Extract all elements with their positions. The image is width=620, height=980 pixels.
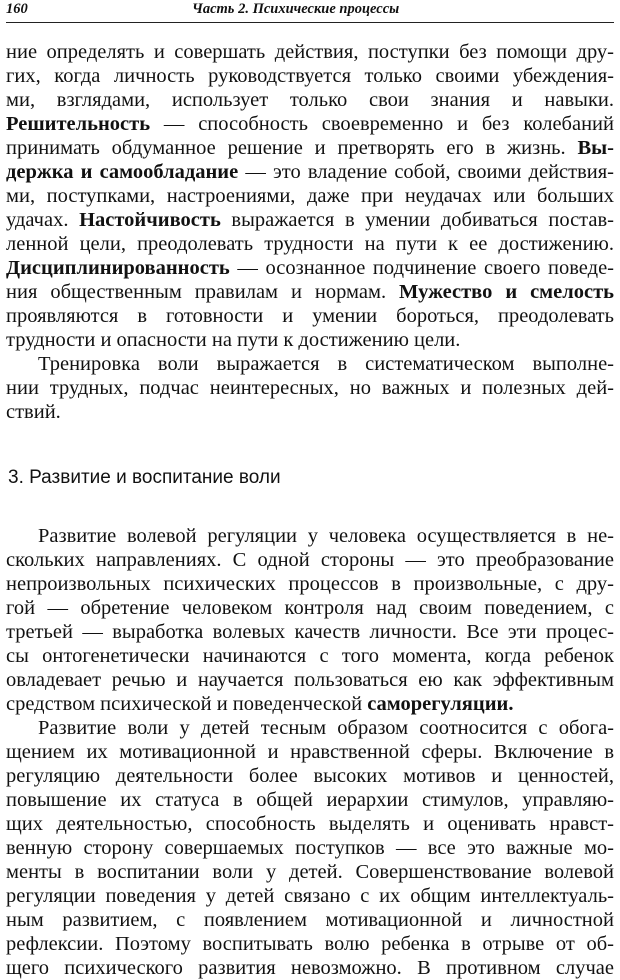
text-span: средством психической и поведенческой (6, 693, 368, 715)
text-line: овладевает речью и научается пользоваться ею как эффективным (6, 669, 614, 691)
text-line: рефлексии. Поэтому воспитывать волю ребенка в отрыве от об- (6, 933, 614, 955)
running-header (6, 0, 614, 23)
text-line: венную сторону совершаемых поступков — все это важные мо- (6, 837, 614, 859)
text-line (6, 208, 614, 232)
text-line: гих, когда личность руководствуется только своими убеждения- (6, 65, 614, 87)
text-span: выражается в умении добиваться постав- (220, 209, 614, 231)
term-bold: Настойчивость (79, 209, 221, 231)
text-line: щением их мотивационной и нравственной сферы. Включение в (6, 741, 614, 763)
text-line (6, 692, 614, 716)
text-line: проявляются в готовности и умении бороться, преодолевать (6, 305, 614, 327)
text-line: ние определять и совершать действия, поступки без помощи дру- (6, 41, 614, 63)
text-line: ми, взглядами, использует только свои знания и навыки. (6, 89, 614, 111)
text-line: Развитие воли у детей тесным образом соотносится с обога- (38, 717, 614, 739)
text-line: Тренировка воли выражается в систематическом выполне- (38, 353, 614, 375)
text-line: третьей — выработка волевых качеств личности. Все эти процес- (6, 621, 614, 643)
text-line (6, 280, 614, 304)
text-line: нии трудных, подчас неинтересных, но важных и полезных дей- (6, 377, 614, 399)
text-line: ствий. (6, 401, 61, 423)
text-span: удачах. (6, 209, 80, 231)
text-line: повышение их статуса в общей иерархии стимулов, управляю- (6, 789, 614, 811)
text-line (6, 112, 614, 136)
text-line: сы онтогенетически начинаются с того момента, когда ребенок (6, 645, 614, 667)
text-line: ми, поступками, настроениями, даже при неудачах или больших (6, 185, 614, 207)
term-bold: Мужество и смелость (399, 281, 614, 303)
term-bold: держка и самообладание (6, 161, 239, 183)
text-line: менты в воспитании воли у детей. Совершенствование волевой (6, 861, 614, 883)
page-number: 160 (6, 1, 28, 17)
text-span: ния общественным правилам и нормам. (6, 281, 400, 303)
text-line: щего психического развития невозможно. В противном случае (6, 957, 614, 979)
text-span: — это владение собой, своими действия- (238, 161, 614, 183)
text-line: регуляцию деятельности более высоких мотивов и ценностей, (6, 765, 614, 787)
text-line: Развитие волевой регуляции у человека осуществляется в не- (38, 525, 614, 547)
term-bold: Решительность (6, 113, 151, 135)
text-line: трудности и опасности на пути к достижению цели. (6, 329, 461, 351)
text-line: ленной цели, преодолевать трудности на пути к ее достижению. (6, 233, 614, 255)
term-bold: саморегуляции. (367, 693, 514, 715)
text-span: принимать обдуманное решение и претворять его в жизнь. (6, 137, 578, 159)
text-span: — способность своевременно и без колебаний (150, 113, 614, 135)
term-bold: Вы- (577, 137, 614, 159)
text-line (6, 256, 614, 280)
text-line: гой — обретение человеком контроля над своим поведением, с (6, 597, 614, 619)
running-title: Часть 2. Психические процессы (192, 1, 400, 17)
text-line: непроизвольных психических процессов в произвольные, с дру- (6, 573, 614, 595)
text-line: ным развитием, с появлением мотивационной и личностной (6, 909, 614, 931)
text-line (6, 160, 614, 184)
text-line: щих деятельностью, способность выделять и оценивать нравст- (6, 813, 614, 835)
text-line: регуляции поведения у детей связано с их общим интеллектуаль- (6, 885, 614, 907)
text-line: скольких направлениях. С одной стороны — это преобразование (6, 549, 614, 571)
text-line (6, 136, 614, 160)
term-bold: Дисциплинированность (6, 257, 230, 279)
section-heading: 3. Развитие и воспитание воли (8, 467, 281, 488)
text-span: — осознанное подчинение своего поведе- (229, 257, 614, 279)
